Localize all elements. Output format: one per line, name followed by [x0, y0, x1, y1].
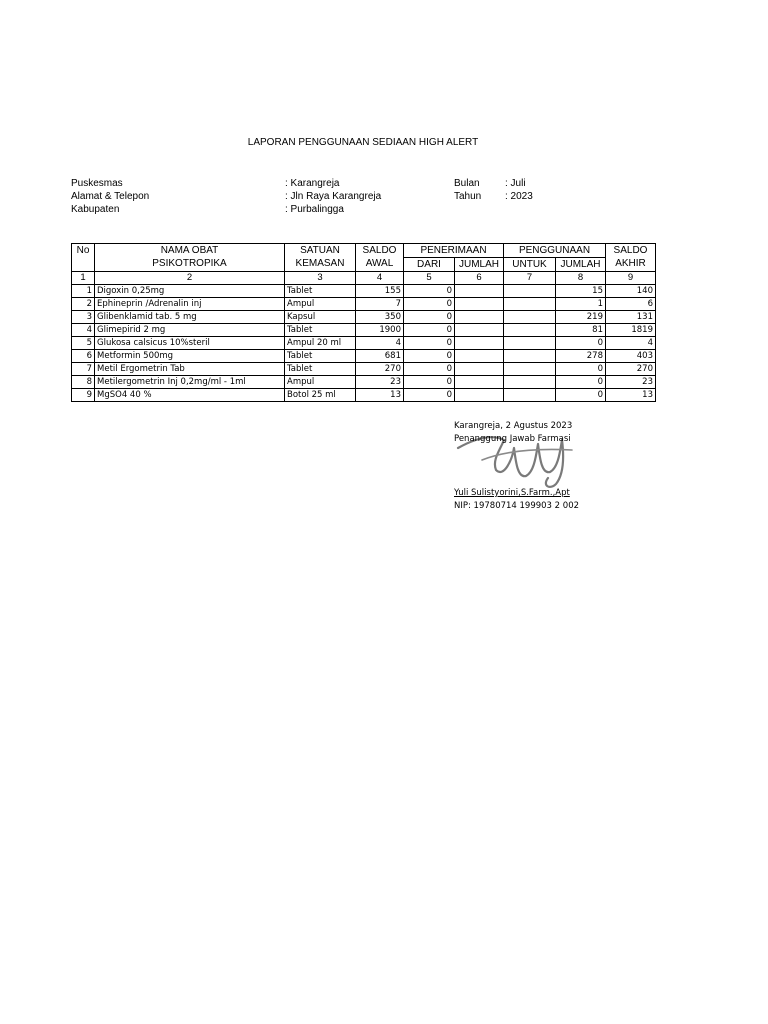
cell-dari: 0: [404, 337, 455, 350]
header-saldo-awal: SALDO AWAL: [356, 244, 404, 272]
column-number-row: [72, 272, 656, 285]
col-number: 4: [356, 272, 404, 285]
tahun-label: Tahun: [454, 191, 482, 202]
cell-no: 2: [72, 298, 95, 311]
cell-no: 6: [72, 350, 95, 363]
cell-untuk: [504, 285, 556, 298]
header-jumlah-guna: JUMLAH: [556, 258, 606, 272]
cell-awal: 681: [356, 350, 404, 363]
cell-jml-guna: 1: [556, 298, 606, 311]
header-saldo-akhir: SALDO AKHIR: [606, 244, 656, 272]
col-number: 3: [285, 272, 356, 285]
puskesmas-label: Puskesmas: [71, 178, 123, 189]
cell-jml-terima: [455, 311, 504, 324]
signature-name: Yuli Sulistyorini,S.Farm.,Apt: [454, 488, 570, 498]
header-nama-obat: NAMA OBAT PSIKOTROPIKA: [95, 244, 285, 272]
cell-satuan: Kapsul: [285, 311, 356, 324]
cell-satuan: Ampul: [285, 376, 356, 389]
cell-nama: MgSO4 40 %: [95, 389, 285, 402]
cell-jml-terima: [455, 389, 504, 402]
cell-nama: Metil Ergometrin Tab: [95, 363, 285, 376]
cell-dari: 0: [404, 350, 455, 363]
col-number: 8: [556, 272, 606, 285]
cell-jml-terima: [455, 298, 504, 311]
header-penggunaan: PENGGUNAAN: [504, 244, 606, 258]
cell-untuk: [504, 376, 556, 389]
kabupaten-label: Kabupaten: [71, 204, 120, 215]
cell-no: 5: [72, 337, 95, 350]
cell-nama: Metilergometrin Inj 0,2mg/ml - 1ml: [95, 376, 285, 389]
header-jumlah-terima: JUMLAH: [455, 258, 504, 272]
kabupaten-value: : Purbalingga: [285, 204, 344, 215]
cell-nama: Ephineprin /Adrenalin inj: [95, 298, 285, 311]
table-row: [72, 389, 656, 402]
cell-akhir: 140: [606, 285, 656, 298]
header-untuk: UNTUK: [504, 258, 556, 272]
cell-satuan: Tablet: [285, 363, 356, 376]
cell-nama: Glimepirid 2 mg: [95, 324, 285, 337]
cell-satuan: Ampul: [285, 298, 356, 311]
bulan-label: Bulan: [454, 178, 480, 189]
cell-untuk: [504, 363, 556, 376]
col-number: 2: [95, 272, 285, 285]
info-values-left: [285, 177, 381, 216]
cell-jml-guna: 0: [556, 376, 606, 389]
cell-dari: 0: [404, 324, 455, 337]
cell-untuk: [504, 350, 556, 363]
header-dari: DARI: [404, 258, 455, 272]
signature-nip: NIP: 19780714 199903 2 002: [454, 501, 580, 511]
table-row: [72, 363, 656, 376]
report-table: [71, 243, 656, 402]
table-body: [72, 285, 656, 402]
cell-akhir: 13: [606, 389, 656, 402]
cell-awal: 23: [356, 376, 404, 389]
cell-satuan: Ampul 20 ml: [285, 337, 356, 350]
cell-awal: 1900: [356, 324, 404, 337]
cell-jml-terima: [455, 376, 504, 389]
cell-no: 3: [72, 311, 95, 324]
cell-awal: 155: [356, 285, 404, 298]
cell-nama: Glibenklamid tab. 5 mg: [95, 311, 285, 324]
cell-satuan: Botol 25 ml: [285, 389, 356, 402]
cell-no: 1: [72, 285, 95, 298]
signature-block: [454, 420, 580, 511]
table-row: [72, 285, 656, 298]
cell-akhir: 403: [606, 350, 656, 363]
col-number: 6: [455, 272, 504, 285]
info-labels-left: [71, 177, 149, 216]
tahun-value: : 2023: [505, 191, 533, 202]
cell-dari: 0: [404, 285, 455, 298]
puskesmas-value: : Karangreja: [285, 178, 340, 189]
cell-jml-guna: 0: [556, 389, 606, 402]
cell-akhir: 270: [606, 363, 656, 376]
cell-jml-terima: [455, 285, 504, 298]
cell-jml-terima: [455, 350, 504, 363]
col-number: 5: [404, 272, 455, 285]
cell-jml-guna: 0: [556, 337, 606, 350]
cell-no: 4: [72, 324, 95, 337]
table-row: [72, 324, 656, 337]
info-labels-right: [454, 177, 481, 203]
cell-awal: 13: [356, 389, 404, 402]
cell-satuan: Tablet: [285, 350, 356, 363]
info-values-right: [505, 177, 533, 203]
cell-no: 7: [72, 363, 95, 376]
cell-jml-terima: [455, 363, 504, 376]
cell-satuan: Tablet: [285, 324, 356, 337]
cell-nama: Metformin 500mg: [95, 350, 285, 363]
bulan-value: : Juli: [505, 178, 526, 189]
col-number: 9: [606, 272, 656, 285]
cell-akhir: 23: [606, 376, 656, 389]
cell-nama: Glukosa calsicus 10%steril: [95, 337, 285, 350]
cell-no: 9: [72, 389, 95, 402]
cell-nama: Digoxin 0,25mg: [95, 285, 285, 298]
cell-akhir: 4: [606, 337, 656, 350]
header-no: No: [72, 244, 95, 272]
table-row: [72, 298, 656, 311]
alamat-value: : Jln Raya Karangreja: [285, 191, 382, 202]
cell-akhir: 6: [606, 298, 656, 311]
cell-jml-guna: 278: [556, 350, 606, 363]
cell-awal: 270: [356, 363, 404, 376]
signature-place-date: Karangreja, 2 Agustus 2023: [454, 421, 573, 431]
cell-awal: 7: [356, 298, 404, 311]
col-number: 7: [504, 272, 556, 285]
cell-jml-terima: [455, 324, 504, 337]
cell-untuk: [504, 389, 556, 402]
header-satuan: SATUAN KEMASAN: [285, 244, 356, 272]
cell-untuk: [504, 311, 556, 324]
cell-untuk: [504, 324, 556, 337]
header-penerimaan: PENERIMAAN: [404, 244, 504, 258]
signature-role: Penanggung Jawab Farmasi: [454, 434, 571, 444]
cell-dari: 0: [404, 376, 455, 389]
cell-dari: 0: [404, 311, 455, 324]
cell-jml-guna: 0: [556, 363, 606, 376]
cell-jml-guna: 81: [556, 324, 606, 337]
table-row: [72, 376, 656, 389]
cell-awal: 350: [356, 311, 404, 324]
table-row: [72, 311, 656, 324]
table-row: [72, 350, 656, 363]
cell-awal: 4: [356, 337, 404, 350]
report-title: LAPORAN PENGGUNAAN SEDIAAN HIGH ALERT: [247, 137, 479, 148]
cell-untuk: [504, 298, 556, 311]
cell-dari: 0: [404, 363, 455, 376]
header-row-1: [72, 244, 656, 258]
alamat-label: Alamat & Telepon: [71, 191, 150, 202]
cell-untuk: [504, 337, 556, 350]
cell-satuan: Tablet: [285, 285, 356, 298]
cell-akhir: 1819: [606, 324, 656, 337]
cell-no: 8: [72, 376, 95, 389]
cell-jml-terima: [455, 337, 504, 350]
cell-dari: 0: [404, 298, 455, 311]
col-number: 1: [72, 272, 95, 285]
cell-akhir: 131: [606, 311, 656, 324]
table-row: [72, 337, 656, 350]
cell-jml-guna: 219: [556, 311, 606, 324]
cell-dari: 0: [404, 389, 455, 402]
cell-jml-guna: 15: [556, 285, 606, 298]
